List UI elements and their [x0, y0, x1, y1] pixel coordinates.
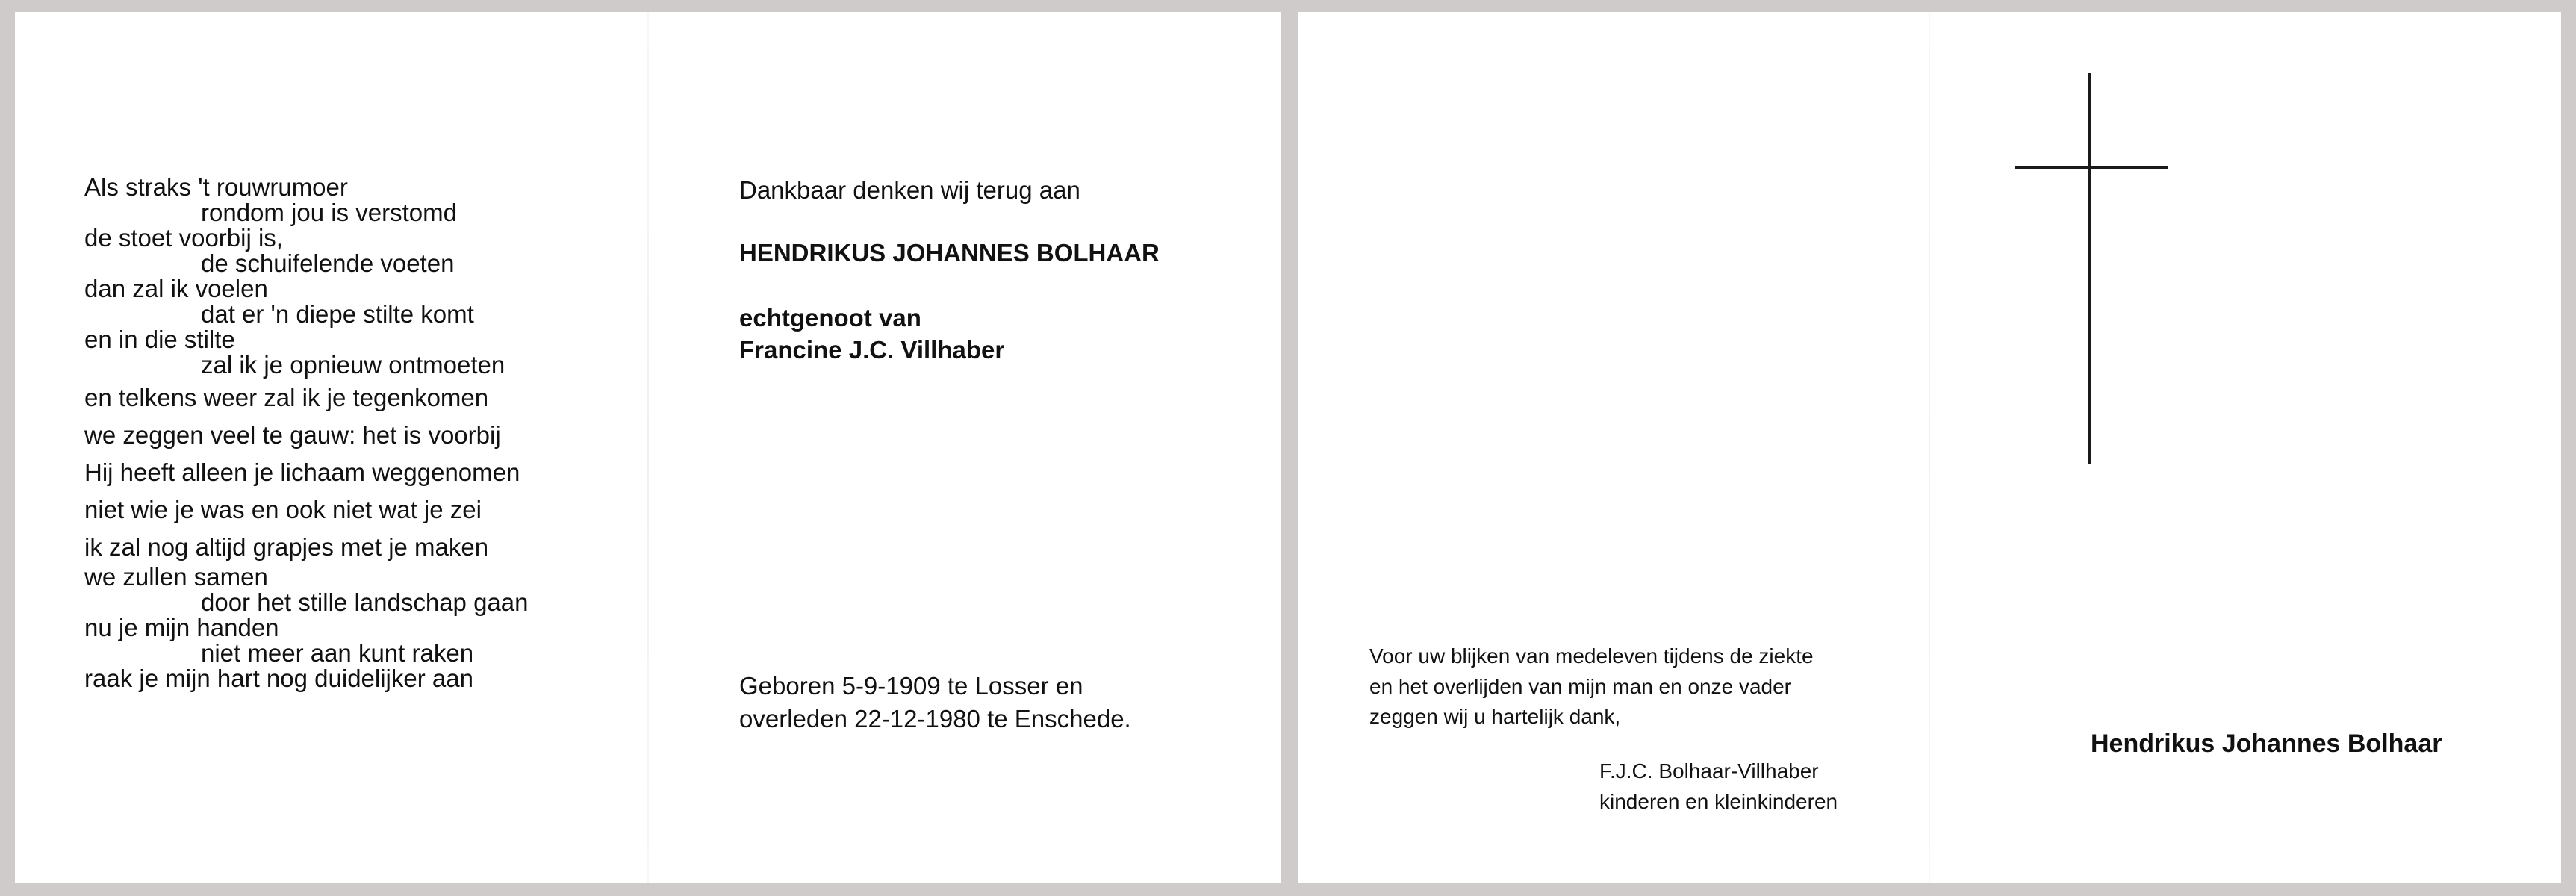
cross-horizontal-bar	[2015, 166, 2168, 169]
poem-line: Hij heeft alleen je lichaam weggenomen	[84, 458, 520, 486]
poem-line: de schuifelende voeten	[201, 249, 455, 277]
poem-line: Als straks 't rouwrumoer	[84, 173, 348, 201]
poem-line: zal ik je opnieuw ontmoeten	[201, 351, 505, 379]
poem-line: ik zal nog altijd grapjes met je maken	[84, 533, 489, 561]
poem-line: niet meer aan kunt raken	[201, 639, 474, 667]
death-line: overleden 22-12-1980 te Enschede.	[739, 705, 1131, 732]
poem-line: we zeggen veel te gauw: het is voorbij	[84, 421, 501, 449]
birth-line: Geboren 5-9-1909 te Losser en	[739, 672, 1083, 700]
thanks-line: zeggen wij u hartelijk dank,	[1369, 705, 1621, 729]
poem-line: nu je mijn handen	[84, 614, 279, 641]
inner-spread	[15, 12, 1281, 883]
thanks-line: en het overlijden van mijn man en onze vader	[1369, 674, 1792, 698]
signature	[1599, 756, 1838, 817]
poem-line: dan zal ik voelen	[84, 275, 268, 302]
signature-line: F.J.C. Bolhaar-Villhaber	[1599, 759, 1819, 783]
cross-vertical-bar	[2088, 73, 2091, 464]
poem-line: door het stille landschap gaan	[201, 588, 529, 616]
poem-line: dat er 'n diepe stilte komt	[201, 300, 474, 328]
poem-line: en in die stilte	[84, 326, 235, 353]
thanks-text	[1369, 641, 1814, 732]
poem-line: we zullen samen	[84, 563, 268, 591]
poem-line: rondom jou is verstomd	[201, 199, 457, 226]
outer-spread	[1298, 12, 2561, 883]
thanks-line: Voor uw blijken van medeleven tijdens de ziekte	[1369, 644, 1814, 668]
deceased-name: HENDRIKUS JOHANNES BOLHAAR	[739, 239, 1160, 267]
card-fold	[1929, 12, 1930, 883]
poem-line: en telkens weer zal ik je tegenkomen	[84, 384, 489, 411]
signature-line: kinderen en kleinkinderen	[1599, 789, 1838, 813]
poem-line: niet wie je was en ook niet wat je zei	[84, 496, 482, 523]
front-name: Hendrikus Johannes Bolhaar	[2091, 729, 2442, 758]
spouse-label: echtgenoot van	[739, 304, 921, 332]
poem-line: de stoet voorbij is,	[84, 224, 283, 252]
poem-line: raak je mijn hart nog duidelijker aan	[84, 665, 473, 692]
intro-text: Dankbaar denken wij terug aan	[739, 176, 1080, 204]
spouse-name: Francine J.C. Villhaber	[739, 336, 1005, 364]
poem	[84, 175, 652, 691]
